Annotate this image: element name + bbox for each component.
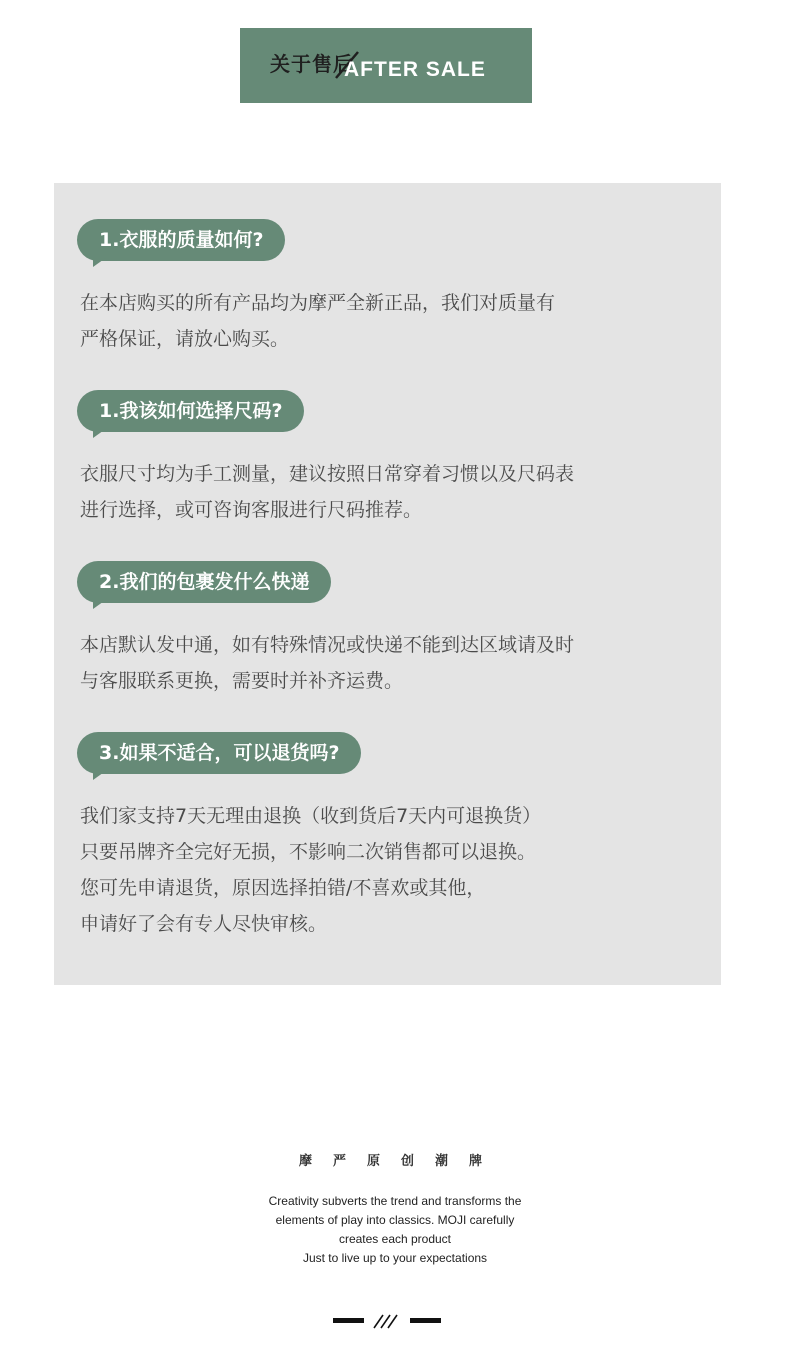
answer-line: 严格保证，请放心购买。 (80, 328, 290, 350)
faq-answer (80, 456, 700, 528)
tagline-line: elements of play into classics. MOJI carefully (275, 1213, 515, 1227)
faq-answer (80, 285, 700, 357)
answer-line: 只要吊牌齐全完好无损，不影响二次销售都可以退换。 (80, 841, 537, 863)
brand-name: 摩严原创潮牌 (298, 1154, 503, 1169)
answer-line: 在本店购买的所有产品均为摩严全新正品，我们对质量有 (80, 292, 556, 314)
answer-line: 您可先申请退货，原因选择拍错/不喜欢或其他， (80, 877, 486, 899)
speech-tail-icon (93, 257, 107, 267)
banner-title-en: AFTER SALE (344, 58, 486, 81)
speech-tail-icon (93, 428, 107, 438)
faq-question: 3.如果不适合，可以退货吗? (77, 732, 361, 774)
divider-ornament-icon (333, 1312, 443, 1330)
faq-panel (54, 183, 721, 985)
answer-line: 我们家支持7天无理由退换（收到货后7天内可退换货） (80, 805, 542, 827)
faq-question: 1.衣服的质量如何? (77, 219, 285, 261)
after-sale-banner (240, 28, 532, 103)
banner-title-zh: 关于售后 (270, 52, 354, 76)
speech-tail-icon (93, 770, 107, 780)
brand-tagline (0, 1192, 790, 1268)
answer-line: 进行选择，或可咨询客服进行尺码推荐。 (80, 499, 423, 521)
tagline-line: Just to live up to your expectations (302, 1251, 488, 1265)
answer-line: 本店默认发中通，如有特殊情况或快递不能到达区域请及时 (80, 634, 575, 656)
answer-line: 衣服尺寸均为手工测量，建议按照日常穿着习惯以及尺码表 (80, 463, 575, 485)
faq-question: 1.我该如何选择尺码? (77, 390, 304, 432)
tagline-line: Creativity subverts the trend and transforms the (268, 1194, 522, 1208)
faq-question: 2.我们的包裹发什么快递 (77, 561, 331, 603)
faq-answer (80, 798, 700, 942)
tagline-line: creates each product (338, 1232, 452, 1246)
answer-line: 与客服联系更换，需要时并补齐运费。 (80, 670, 404, 692)
faq-answer (80, 627, 700, 699)
speech-tail-icon (93, 599, 107, 609)
answer-line: 申请好了会有专人尽快审核。 (80, 913, 328, 935)
